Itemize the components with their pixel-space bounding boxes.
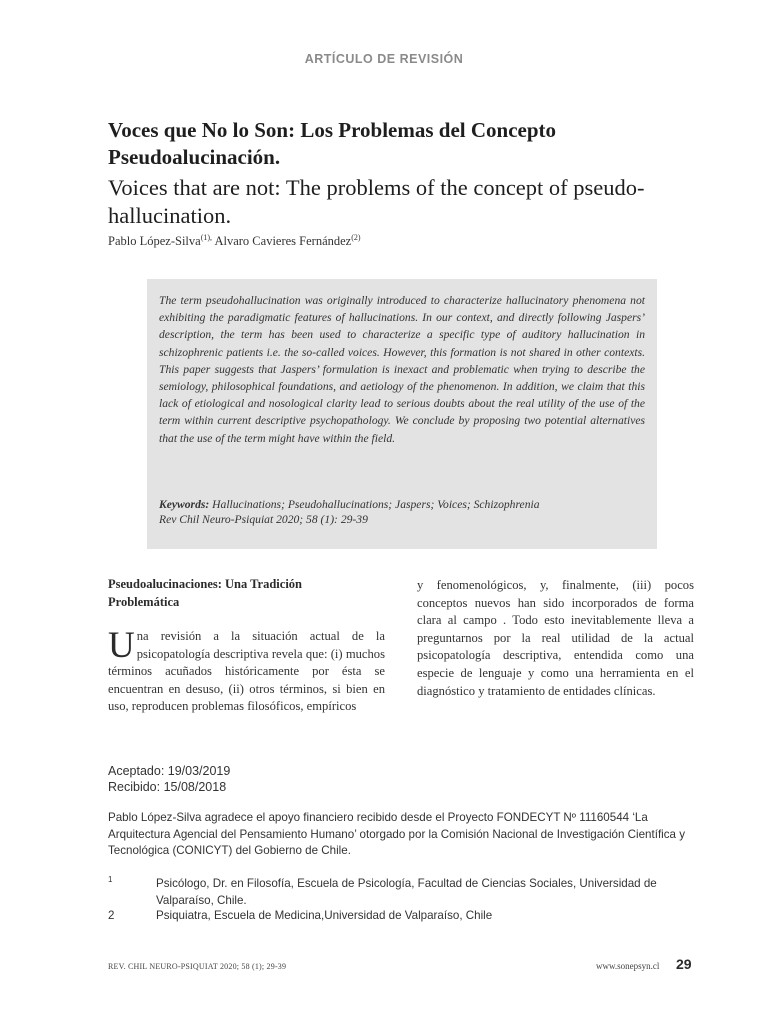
- body-right-column: y fenomenológicos, y, finalmente, (iii) pocos conceptos nuevos han sido incorporados de forma clara al campo . Todo esto inevitablemente lleva a preguntarnos por la real utilidad de la actual psicopatología descriptiva, entendida como una especie de lenguaje y como una herramienta en el diagnóstico y tratamiento de entidades clínicas.: [417, 578, 694, 698]
- footer-journal-citation: REV. CHIL NEURO-PSIQUIAT 2020; 58 (1); 29-39: [108, 962, 287, 971]
- footnote-number-2: 2: [108, 909, 115, 922]
- footnote-number-1: 1: [108, 875, 113, 884]
- title-spanish: Voces que No lo Son: Los Problemas del Concepto Pseudoalucinación.: [108, 118, 557, 169]
- section-heading: Pseudoalucinaciones: Una Tradición Problemática: [108, 577, 303, 609]
- drop-cap: U: [108, 625, 135, 666]
- author-list: [108, 233, 361, 249]
- title-english: Voices that are not: The problems of the concept of pseudo-hallucination.: [108, 175, 645, 228]
- author-name-1: Pablo López-Silva: [108, 234, 201, 249]
- accepted-date: Aceptado: 19/03/2019: [108, 764, 231, 778]
- keywords-list: Hallucinations; Pseudohallucinations; Jaspers; Voices; Schizophrenia: [209, 498, 540, 511]
- journal-citation: Rev Chil Neuro-Psiquiat 2020; 58 (1): 29-39: [159, 513, 368, 526]
- author-name-2: Alvaro Cavieres Fernández: [212, 234, 352, 249]
- footnote-text-2: Psiquiatra, Escuela de Medicina,Universidad de Valparaíso, Chile: [156, 909, 493, 922]
- page-number: 29: [676, 956, 692, 972]
- section-label: ARTÍCULO DE REVISIÓN: [304, 52, 464, 66]
- abstract-text: The term pseudohallucination was originally introduced to characterize hallucinatory phenomena not exhibiting the paradigmatic features of hallucinations. In our context, and directly following Jaspers’ description, the term has been used to characterize a specific type of auditory hallucination in schizophrenic patients i.e. the so-called voices. However, this formation is not shared in other contexts. This paper suggests that Jaspers’ formulation is inexact and problematic when trying to describe the semiology, philosophical foundations, and aetiology of the phenomenon. In addition, we claim that this lack of etiological and nosological clarity lead to serious doubts about the real utility of the use of the term within current descriptive psychopathology. We conclude by proposing two potential alternatives that the use of the term might have within the field.: [159, 294, 645, 445]
- author-affiliation-2: (2): [351, 233, 361, 242]
- body-left-column: [108, 625, 385, 716]
- footnote-text-1: Psicólogo, Dr. en Filosofía, Escuela de Psicología, Facultad de Ciencias Sociales, Universidad de Valparaíso, Chile.: [156, 877, 657, 907]
- funding-acknowledgement: Pablo López-Silva agradece el apoyo financiero recibido desde el Proyecto FONDECYT Nº 11160544 ‘La Arquitectura Agencial del Pensamiento Humano’ otorgado por la Comisión Nacional de Investigación Científica y Tecnológica (CONICYT) del Gobierno de Chile.: [108, 811, 686, 857]
- author-affiliation-1: (1),: [200, 233, 213, 242]
- article-dates: [108, 763, 230, 795]
- keywords-label: Keywords:: [159, 498, 210, 511]
- footer-website-link[interactable]: www.sonepsyn.cl: [596, 961, 660, 971]
- received-date: Recibido: 15/08/2018: [108, 780, 227, 794]
- body-left-text: na revisión a la situación actual de la psicopatología descriptiva revela que: (i) muchos términos acuñados históricamente por ésta se encuentran en desuso, (ii) otros términos, si bien en uso, reproducen problemas filosóficos, empíricos: [108, 629, 385, 714]
- keywords: [159, 496, 645, 513]
